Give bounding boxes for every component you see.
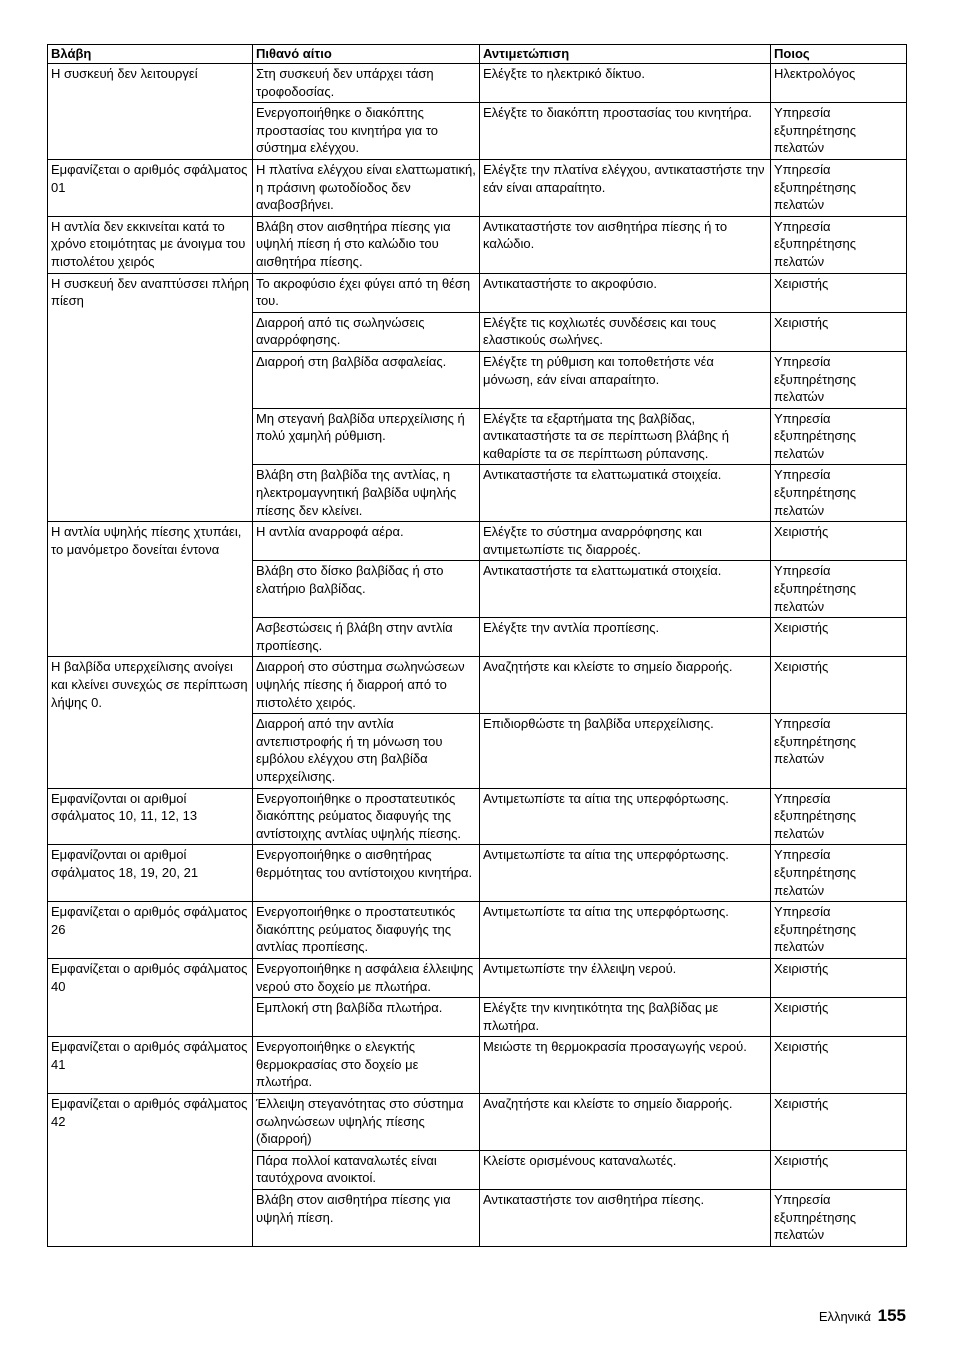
cause-cell: Πάρα πολλοί καταναλωτές είναι ταυτόχρονα ανοικτοί. (253, 1150, 480, 1189)
column-header-who: Ποιος (771, 45, 907, 64)
fault-cell: Η αντλία υψηλής πίεσης χτυπάει, το μανόμετρο δονείται έντονα (48, 522, 253, 657)
cause-cell: Διαρροή από τις σωληνώσεις αναρρόφησης. (253, 312, 480, 351)
fault-cell: Εμφανίζεται ο αριθμός σφάλματος 26 (48, 902, 253, 959)
remedy-cell: Κλείστε ορισμένους καταναλωτές. (480, 1150, 771, 1189)
responsible-cell: Χειριστής (771, 998, 907, 1037)
cause-cell: Διαρροή στη βαλβίδα ασφαλείας. (253, 351, 480, 408)
remedy-cell: Ελέγξτε το σύστημα αναρρόφησης και αντιμετωπίστε τις διαρροές. (480, 522, 771, 561)
cause-cell: Η αντλία αναρροφά αέρα. (253, 522, 480, 561)
fault-cell: Εμφανίζεται ο αριθμός σφάλματος 42 (48, 1094, 253, 1247)
remedy-cell: Ελέγξτε το διακόπτη προστασίας του κινητήρα. (480, 103, 771, 160)
fault-cell: Η αντλία δεν εκκινείται κατά το χρόνο ετοιμότητας με άνοιγμα του πιστολέτου χειρός (48, 216, 253, 273)
cause-cell: Στη συσκευή δεν υπάρχει τάση τροφοδοσίας. (253, 64, 480, 103)
responsible-cell: Υπηρεσία εξυπηρέτησης πελατών (771, 1190, 907, 1247)
remedy-cell: Αντιμετωπίστε τα αίτια της υπερφόρτωσης. (480, 788, 771, 845)
table-row (48, 1037, 907, 1094)
table-row (48, 788, 907, 845)
remedy-cell: Ελέγξτε την αντλία προπίεσης. (480, 618, 771, 657)
table-row (48, 902, 907, 959)
table-row (48, 64, 907, 103)
column-header-remedy: Αντιμετώπιση (480, 45, 771, 64)
remedy-cell: Επιδιορθώστε τη βαλβίδα υπερχείλισης. (480, 714, 771, 788)
fault-cell: Η συσκευή δεν αναπτύσσει πλήρη πίεση (48, 273, 253, 522)
responsible-cell: Υπηρεσία εξυπηρέτησης πελατών (771, 159, 907, 216)
responsible-cell: Υπηρεσία εξυπηρέτησης πελατών (771, 465, 907, 522)
cause-cell: Εμπλοκή στη βαλβίδα πλωτήρα. (253, 998, 480, 1037)
responsible-cell: Χειριστής (771, 273, 907, 312)
responsible-cell: Χειριστής (771, 657, 907, 714)
remedy-cell: Ελέγξτε την κινητικότητα της βαλβίδας με πλωτήρα. (480, 998, 771, 1037)
cause-cell: Διαρροή στο σύστημα σωληνώσεων υψηλής πίεσης ή διαρροή από το πιστολέτο χειρός. (253, 657, 480, 714)
cause-cell: Ενεργοποιήθηκε ο προστατευτικός διακόπτης ρεύματος διαφυγής της αντίστοιχης αντλίας υψηλής πίεσης. (253, 788, 480, 845)
table-row (48, 159, 907, 216)
column-header-cause: Πιθανό αίτιο (253, 45, 480, 64)
cause-cell: Έλλειψη στεγανότητας στο σύστημα σωληνώσεων υψηλής πίεσης (διαρροή) (253, 1094, 480, 1151)
table-row (48, 1094, 907, 1151)
responsible-cell: Χειριστής (771, 312, 907, 351)
remedy-cell: Αντιμετωπίστε τα αίτια της υπερφόρτωσης. (480, 902, 771, 959)
responsible-cell: Υπηρεσία εξυπηρέτησης πελατών (771, 561, 907, 618)
fault-cell: Η συσκευή δεν λειτουργεί (48, 64, 253, 160)
cause-cell: Ενεργοποιήθηκε η ασφάλεια έλλειψης νερού στο δοχείο με πλωτήρα. (253, 958, 480, 997)
responsible-cell: Υπηρεσία εξυπηρέτησης πελατών (771, 902, 907, 959)
cause-cell: Βλάβη στη βαλβίδα της αντλίας, η ηλεκτρομαγνητική βαλβίδα υψηλής πίεσης δεν κλείνει. (253, 465, 480, 522)
responsible-cell: Χειριστής (771, 522, 907, 561)
responsible-cell: Χειριστής (771, 618, 907, 657)
cause-cell: Ασβεστώσεις ή βλάβη στην αντλία προπίεσης. (253, 618, 480, 657)
remedy-cell: Μειώστε τη θερμοκρασία προσαγωγής νερού. (480, 1037, 771, 1094)
page-footer (819, 1306, 906, 1326)
responsible-cell: Υπηρεσία εξυπηρέτησης πελατών (771, 216, 907, 273)
remedy-cell: Αναζητήστε και κλείστε το σημείο διαρροής. (480, 1094, 771, 1151)
fault-cell: Εμφανίζεται ο αριθμός σφάλματος 41 (48, 1037, 253, 1094)
cause-cell: Διαρροή από την αντλία αντεπιστροφής ή τη μόνωση του εμβόλου ελέγχου στη βαλβίδα υπερχείλισης. (253, 714, 480, 788)
remedy-cell: Αντικαταστήστε τον αισθητήρα πίεσης ή το καλώδιο. (480, 216, 771, 273)
responsible-cell: Χειριστής (771, 958, 907, 997)
cause-cell: Ενεργοποιήθηκε ο προστατευτικός διακόπτης ρεύματος διαφυγής της αντλίας προπίεσης. (253, 902, 480, 959)
remedy-cell: Ελέγξτε την πλατίνα ελέγχου, αντικαταστήστε την εάν είναι απαραίτητο. (480, 159, 771, 216)
remedy-cell: Αντικαταστήστε τον αισθητήρα πίεσης. (480, 1190, 771, 1247)
fault-cell: Εμφανίζονται οι αριθμοί σφάλματος 18, 19, 20, 21 (48, 845, 253, 902)
table-row (48, 958, 907, 997)
table-row (48, 216, 907, 273)
fault-cell: Εμφανίζονται οι αριθμοί σφάλματος 10, 11, 12, 13 (48, 788, 253, 845)
remedy-cell: Αντικαταστήστε τα ελαττωματικά στοιχεία. (480, 465, 771, 522)
cause-cell: Ενεργοποιήθηκε ο ελεγκτής θερμοκρασίας στο δοχείο με πλωτήρα. (253, 1037, 480, 1094)
remedy-cell: Ελέγξτε τη ρύθμιση και τοποθετήστε νέα μόνωση, εάν είναι απαραίτητο. (480, 351, 771, 408)
responsible-cell: Χειριστής (771, 1150, 907, 1189)
remedy-cell: Αντικαταστήστε τα ελαττωματικά στοιχεία. (480, 561, 771, 618)
footer-language: Ελληνικά (818, 1309, 871, 1324)
cause-cell: Ενεργοποιήθηκε ο διακόπτης προστασίας του κινητήρα για το σύστημα ελέγχου. (253, 103, 480, 160)
column-header-fault: Βλάβη (48, 45, 253, 64)
fault-cell: Η βαλβίδα υπερχείλισης ανοίγει και κλείνει συνεχώς σε περίπτωση λήψης 0. (48, 657, 253, 788)
fault-cell: Εμφανίζεται ο αριθμός σφάλματος 40 (48, 958, 253, 1036)
troubleshooting-table (47, 44, 907, 1247)
remedy-cell: Αντικαταστήστε το ακροφύσιο. (480, 273, 771, 312)
table-header (48, 45, 907, 64)
table-row (48, 845, 907, 902)
cause-cell: Βλάβη στον αισθητήρα πίεσης για υψηλή πίεση. (253, 1190, 480, 1247)
cause-cell: Ενεργοποιήθηκε ο αισθητήρας θερμότητας του αντίστοιχου κινητήρα. (253, 845, 480, 902)
page-number: 155 (877, 1306, 906, 1325)
responsible-cell: Υπηρεσία εξυπηρέτησης πελατών (771, 351, 907, 408)
responsible-cell: Υπηρεσία εξυπηρέτησης πελατών (771, 103, 907, 160)
responsible-cell: Υπηρεσία εξυπηρέτησης πελατών (771, 714, 907, 788)
remedy-cell: Ελέγξτε τα εξαρτήματα της βαλβίδας, αντικαταστήστε τα σε περίπτωση βλάβης ή καθαρίστε τα σε περίπτωση ρύπανσης. (480, 408, 771, 465)
remedy-cell: Αναζητήστε και κλείστε το σημείο διαρροής. (480, 657, 771, 714)
cause-cell: Η πλατίνα ελέγχου είναι ελαττωματική, η πράσινη φωτοδίοδος δεν αναβοσβήνει. (253, 159, 480, 216)
cause-cell: Βλάβη στον αισθητήρα πίεσης για υψηλή πίεση ή στο καλώδιο του αισθητήρα πίεσης. (253, 216, 480, 273)
responsible-cell: Υπηρεσία εξυπηρέτησης πελατών (771, 788, 907, 845)
cause-cell: Μη στεγανή βαλβίδα υπερχείλισης ή πολύ χαμηλή ρύθμιση. (253, 408, 480, 465)
table-body (48, 64, 907, 1247)
table-row (48, 273, 907, 312)
cause-cell: Βλάβη στο δίσκο βαλβίδας ή στο ελατήριο βαλβίδας. (253, 561, 480, 618)
remedy-cell: Ελέγξτε τις κοχλιωτές συνδέσεις και τους ελαστικούς σωλήνες. (480, 312, 771, 351)
remedy-cell: Αντιμετωπίστε τα αίτια της υπερφόρτωσης. (480, 845, 771, 902)
header-row (48, 45, 907, 64)
cause-cell: Το ακροφύσιο έχει φύγει από τη θέση του. (253, 273, 480, 312)
responsible-cell: Χειριστής (771, 1094, 907, 1151)
fault-cell: Εμφανίζεται ο αριθμός σφάλματος 01 (48, 159, 253, 216)
table-row (48, 657, 907, 714)
responsible-cell: Χειριστής (771, 1037, 907, 1094)
remedy-cell: Αντιμετωπίστε την έλλειψη νερού. (480, 958, 771, 997)
responsible-cell: Ηλεκτρολόγος (771, 64, 907, 103)
remedy-cell: Ελέγξτε το ηλεκτρικό δίκτυο. (480, 64, 771, 103)
table-row (48, 522, 907, 561)
responsible-cell: Υπηρεσία εξυπηρέτησης πελατών (771, 408, 907, 465)
responsible-cell: Υπηρεσία εξυπηρέτησης πελατών (771, 845, 907, 902)
